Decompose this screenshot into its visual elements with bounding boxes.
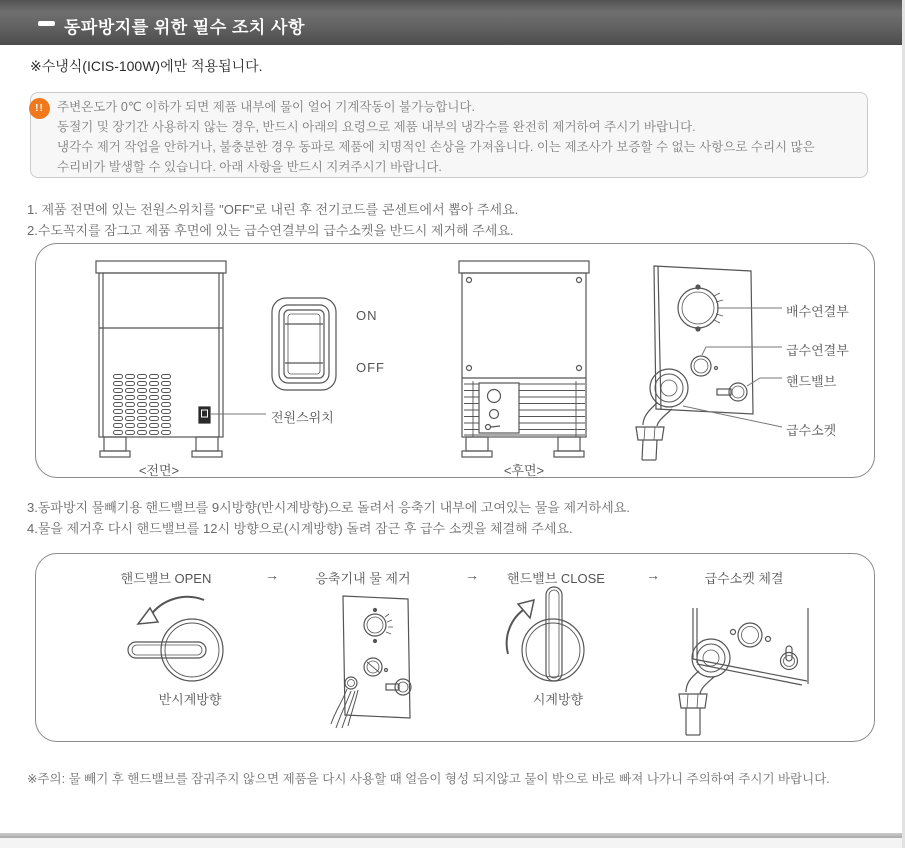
valve-open-drawing bbox=[128, 597, 223, 681]
label-hand-valve: 핸드밸브 bbox=[786, 374, 837, 389]
diagram1-drawing bbox=[36, 244, 874, 477]
flow-arrow-icon: → bbox=[265, 567, 279, 583]
page-header bbox=[0, 0, 905, 45]
flow-step-4-title: 급수소켓 체결 bbox=[704, 571, 784, 586]
label-supply-connection: 급수연결부 bbox=[786, 343, 849, 358]
label-supply-socket: 급수소켓 bbox=[786, 423, 837, 438]
warning-line: 동절기 및 장기간 사용하지 않는 경우, 반드시 아래의 요령으로 제품 내부의 냉각수를 완전히 제거하여 주시기 바랍니다. bbox=[57, 120, 696, 134]
footer-area bbox=[0, 838, 905, 848]
page-title: 동파방지를 위한 필수 조치 사항 bbox=[64, 18, 305, 37]
flow-step-1-title: 핸드밸브 OPEN bbox=[120, 571, 212, 586]
warning-icon: !! bbox=[29, 98, 50, 119]
flow-arrow-icon: → bbox=[465, 567, 479, 583]
switch-off-label: OFF bbox=[356, 360, 385, 375]
step-1: 1. 제품 전면에 있는 전원스위치를 "OFF"로 내린 후 전기코드를 콘센트에서 뽑아 주세요. bbox=[27, 202, 519, 217]
warning-line: 주변온도가 0℃ 이하가 되면 제품 내부에 물이 얼어 기계작동이 불가능합니다. bbox=[57, 100, 475, 114]
rear-view-drawing bbox=[459, 261, 589, 457]
valve-close-drawing bbox=[507, 587, 584, 681]
rocker-switch-drawing bbox=[272, 298, 336, 390]
label-drain-connection: 배수연결부 bbox=[786, 304, 849, 319]
diagram-box-views bbox=[35, 243, 875, 478]
warning-text bbox=[57, 97, 857, 177]
step-2: 2.수도꼭지를 잠그고 제품 후면에 있는 급수연결부의 급수소켓을 반드시 제거해 주세요. bbox=[27, 223, 514, 238]
rear-panel-closeup-drawing bbox=[636, 266, 782, 460]
flow-step-3-title: 핸드밸브 CLOSE bbox=[507, 571, 605, 586]
step-4: 4.물을 제거후 다시 핸드밸브를 12시 방향으로(시계방향) 돌려 잠근 후 급수 소켓을 체결해 주세요. bbox=[27, 521, 573, 536]
flow-arrow-icon: → bbox=[646, 567, 660, 583]
socket-fasten-drawing bbox=[679, 608, 808, 735]
warning-line: 수리비가 발생할 수 있습니다. 아래 사항을 반드시 지켜주시기 바랍니다. bbox=[57, 160, 442, 174]
step-3: 3.동파방지 물빼기용 핸드밸브를 9시방향(반시계방향)으로 돌려서 응축기 내부에 고여있는 물을 제거하세요. bbox=[27, 500, 630, 515]
switch-on-label: ON bbox=[356, 308, 378, 323]
power-switch-label: 전원스위치 bbox=[271, 410, 334, 425]
applies-note: ※수냉식(ICIS-100W)에만 적용됩니다. bbox=[30, 58, 263, 74]
flow-step-2-title: 응축기내 물 제거 bbox=[315, 571, 411, 586]
counterclockwise-label: 반시계방향 bbox=[158, 692, 222, 707]
dash-icon bbox=[38, 21, 55, 26]
caution-note: ※주의: 물 빼기 후 핸드밸브를 잠궈주지 않으면 제품을 다시 사용할 때 얼음이 형성 되지않고 물이 밖으로 바로 빠져 나가니 주의하여 주시기 바랍니다. bbox=[27, 772, 830, 786]
clockwise-label: 시계방향 bbox=[532, 692, 584, 707]
diagram-box-procedure bbox=[35, 553, 875, 742]
warning-line: 냉각수 제거 작업을 안하거나, 불충분한 경우 동파로 제품에 치명적인 손상을 가져옵니다. 이는 제조사가 보증할 수 없는 사항으로 수리시 많은 bbox=[57, 140, 815, 154]
rear-caption: <후면> bbox=[503, 463, 545, 478]
front-view-drawing bbox=[96, 261, 266, 457]
front-caption: <전면> bbox=[138, 463, 180, 478]
condenser-drain-drawing bbox=[331, 596, 411, 728]
